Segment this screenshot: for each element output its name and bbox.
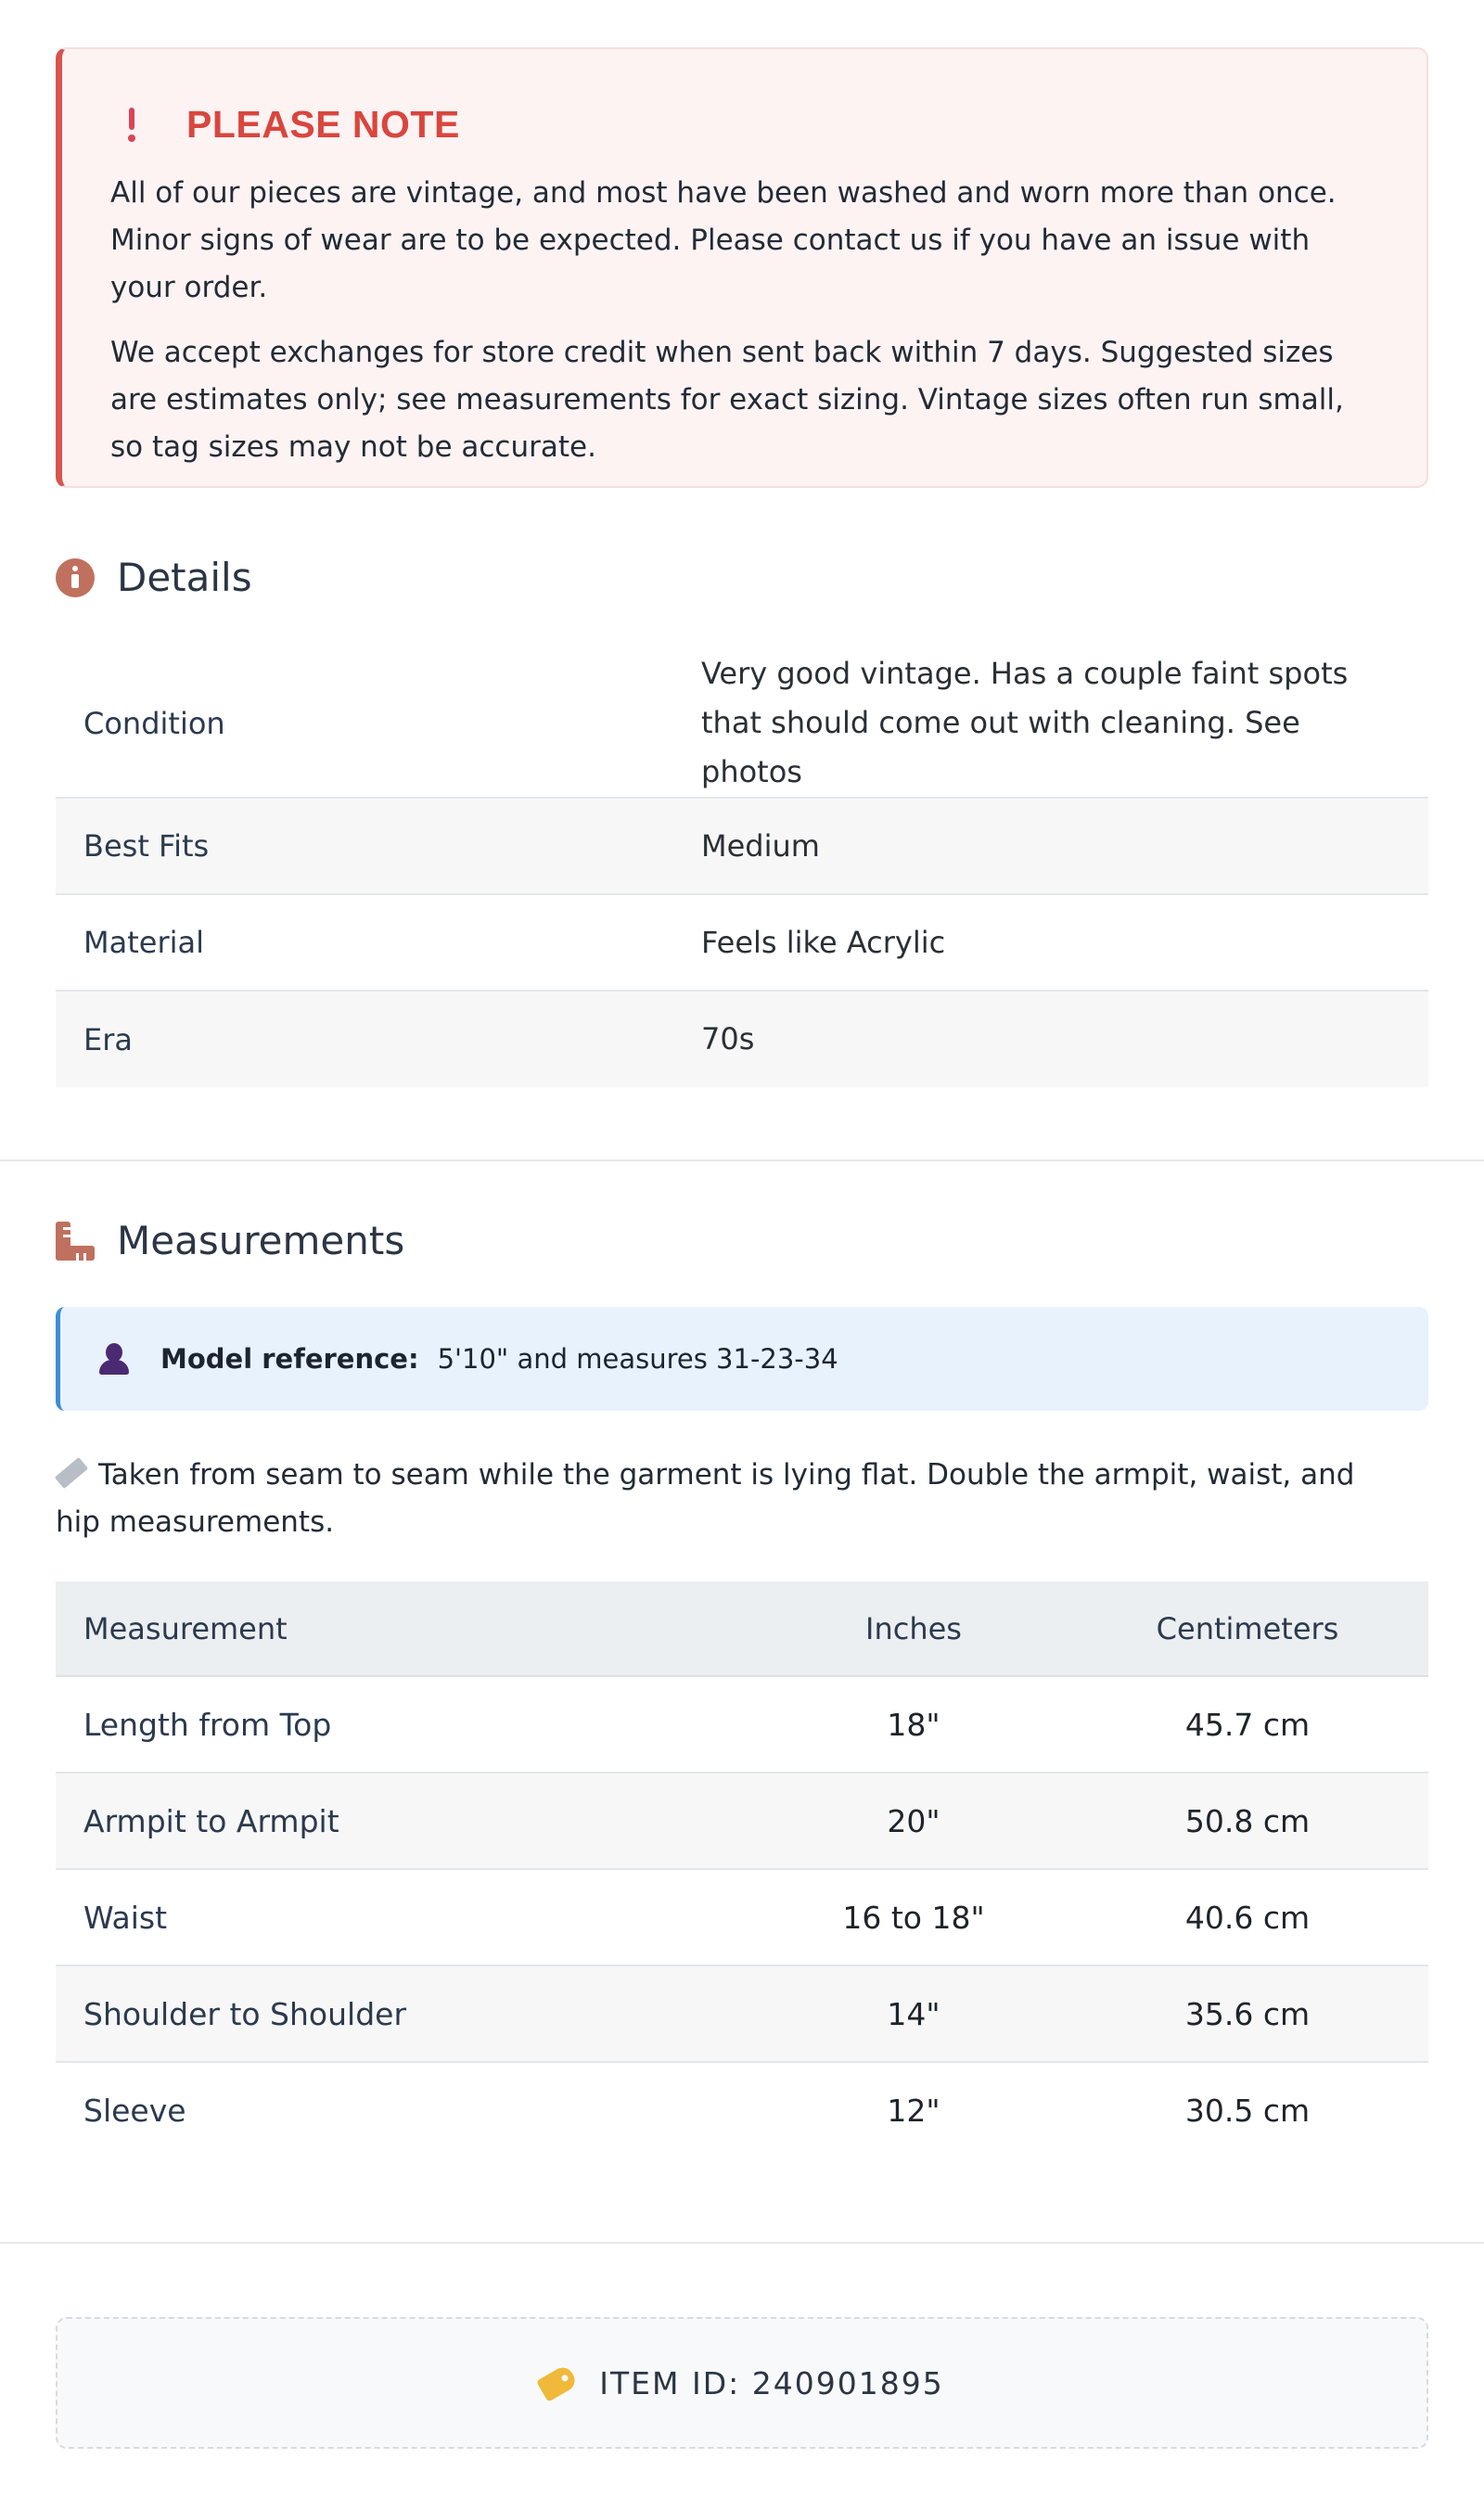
item-id: ITEM ID: 240901895 bbox=[599, 2364, 944, 2401]
measurement-cm: 50.8 cm bbox=[1067, 1773, 1428, 1869]
measurement-note bbox=[56, 1452, 1391, 1546]
model-reference-value: 5'10" and measures 31-23-34 bbox=[437, 1343, 838, 1375]
measurements-heading bbox=[56, 1218, 404, 1263]
notice-paragraph: We accept exchanges for store credit when sent back within 7 days. Suggested sizes are estimates only; see measurements for exact sizing. Vintage sizes often run small, so tag sizes may not be accurate. bbox=[110, 336, 1344, 464]
exclamation-icon bbox=[125, 106, 138, 143]
detail-label: Era bbox=[83, 1021, 133, 1057]
section-title: Details bbox=[117, 555, 252, 600]
detail-label: Condition bbox=[83, 705, 225, 741]
measurement-inches: 14" bbox=[761, 1966, 1067, 2062]
detail-label: Best Fits bbox=[83, 828, 210, 864]
table-header-row bbox=[56, 1581, 1428, 1676]
detail-value: 70s bbox=[701, 1021, 755, 1056]
table-row bbox=[56, 798, 1428, 894]
notice-header bbox=[110, 101, 1380, 147]
item-id-box bbox=[56, 2317, 1428, 2449]
measurement-cm: 30.5 cm bbox=[1184, 2093, 1311, 2129]
notice-paragraph: All of our pieces are vintage, and most have been washed and worn more than once. Minor signs of wear are to be expected. Please contact us if you have an issue with your order. bbox=[110, 176, 1337, 304]
details-heading bbox=[56, 555, 252, 600]
person-icon bbox=[97, 1341, 131, 1377]
measurement-name: Armpit to Armpit bbox=[56, 1773, 761, 1869]
notice-title: PLEASE NOTE bbox=[186, 102, 460, 146]
straight-ruler-icon bbox=[55, 1456, 88, 1488]
details-table bbox=[56, 649, 1428, 1087]
notice-box bbox=[56, 47, 1428, 488]
table-row bbox=[56, 894, 1428, 991]
tag-icon bbox=[536, 2363, 579, 2402]
measurement-cm: 40.6 cm bbox=[1067, 1869, 1428, 1966]
measurement-inches: 12" bbox=[887, 2093, 940, 2129]
model-reference-box bbox=[56, 1307, 1428, 1411]
measurement-name: Shoulder to Shoulder bbox=[56, 1966, 761, 2062]
table-row bbox=[56, 1773, 1428, 1869]
table-row bbox=[56, 991, 1428, 1087]
measurement-name: Length from Top bbox=[56, 1676, 761, 1773]
section-title: Measurements bbox=[117, 1218, 405, 1263]
table-row bbox=[56, 649, 1428, 798]
model-reference-label: Model reference: bbox=[160, 1343, 419, 1375]
table-row bbox=[56, 1676, 1428, 1773]
detail-value: Medium bbox=[701, 827, 820, 864]
measurement-inches: 18" bbox=[761, 1676, 1067, 1773]
measurement-inches: 20" bbox=[761, 1773, 1067, 1869]
section-divider bbox=[0, 1159, 1484, 1161]
section-divider bbox=[0, 2242, 1484, 2244]
measurement-name: Waist bbox=[56, 1869, 761, 1966]
column-header: Inches bbox=[761, 1581, 1067, 1676]
measurement-note-text: Taken from seam to seam while the garment is lying flat. Double the armpit, waist, and hip measurements. bbox=[56, 1458, 1355, 1539]
info-icon bbox=[56, 558, 95, 597]
measurements-table bbox=[56, 1581, 1428, 2158]
measurement-name: Sleeve bbox=[83, 2093, 186, 2129]
measurement-cm: 45.7 cm bbox=[1067, 1676, 1428, 1773]
column-header: Measurement bbox=[56, 1581, 761, 1676]
column-header: Centimeters bbox=[1067, 1581, 1428, 1676]
table-row bbox=[56, 1966, 1428, 2062]
detail-value: Feels like Acrylic bbox=[701, 924, 946, 960]
measurement-inches: 16 to 18" bbox=[761, 1869, 1067, 1966]
table-row bbox=[56, 2062, 1428, 2158]
detail-value: Very good vintage. Has a couple faint spots that should come out with cleaning. See photos bbox=[701, 656, 1349, 789]
detail-label: Material bbox=[83, 925, 204, 960]
ruler-icon bbox=[56, 1222, 95, 1261]
table-row bbox=[56, 1869, 1428, 1966]
measurement-cm: 35.6 cm bbox=[1067, 1966, 1428, 2062]
